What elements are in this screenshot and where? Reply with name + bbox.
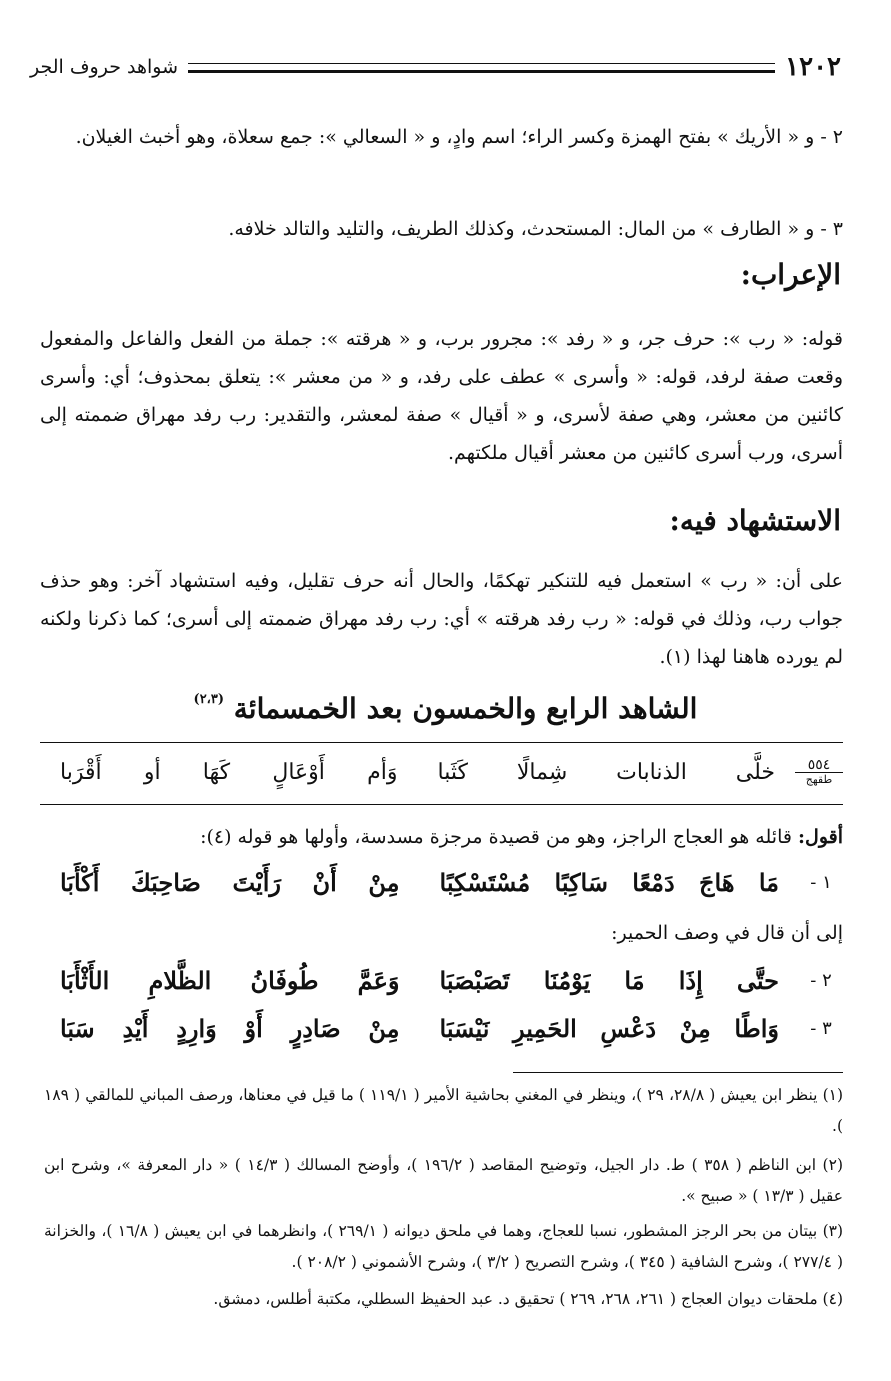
explanation-2: ٢ - و « الأريك » بفتح الهمزة وكسر الراء؛ اسم وادٍ، و « السعالي »: جمع سعلاة، وهو أخبث الغيلان. [75,126,843,148]
shahid-footnote-ref: (٢،٣) [193,692,225,707]
verse-number: ١ - [810,871,832,893]
verse-number: ٢ - [810,969,832,991]
footnote-1: (١) ينظر ابن يعيش ( ٢٨/٨، ٢٩ )، وينظر في المغني بحاشية الأمير ( ١١٩/١ ) ما قيل في معناها، ورصف المباني للمالقي ( ١٨٩ ). [44,1086,844,1135]
shahid-number: ٥٥٤ [795,759,843,773]
irab-heading: الإعراب: [740,258,841,291]
page-number: ١٢٠٢ [785,52,841,82]
shahid-hemistich-left: وَأم أَوْعَالٍ كَهَا أو أَقْرَبا [60,759,398,785]
footnote-2: (٢) ابن الناظم ( ٣٥٨ ) ط. دار الجيل، وتوضيح المقاصد ( ١٩٦/٢ )، وأوضح المسالك ( ١٤/٣ ) « دار المعرفة »، وشرح ابن عقيل ( ١٣/٣ ) « صبيح ». [44,1156,843,1205]
istishhad-text: على أن: « رب » استعمل فيه للتنكير تهكمًا، والحال أنه حرف تقليل، وفيه استشهاد آخر: وهو حذف جواب رب، وذلك في قوله: « رب رفد هرقته » أي: رب رفد مهراق ضممته إلى أسرى؛ كما ذكرنا ولكنه لم يورده هاهنا لهذا (١). [40,570,843,668]
aqulu-line [40,818,843,856]
verse-2 [40,960,843,1000]
header-rule [188,63,775,73]
page-header [30,50,841,84]
explanation-3: ٣ - و « الطارف » من المال: المستحدث، وكذلك الطريف، والتليد والتالد خلافه. [228,218,843,240]
aqulu-text: قائله هو العجاج الراجز، وهو من قصيدة مرجزة مسدسة، وأولها هو قوله (٤): [200,826,792,848]
shahid-meter: طقهج [805,772,833,786]
footnote-3: (٣) بيتان من بحر الرجز المشطور، نسبا للعجاج، وهما في ملحق ديوانه ( ٢٦٩/١ )، وانظرهما في ابن يعيش ( ١٦/٨ )، والخزانة ( ٢٧٧/٤ )، وشرح الشافية ( ٣٤٥ )، وشرح التصريح ( ٣/٢ )، وشرح الأشموني ( ٢٠٨/٢ ). [44,1222,844,1271]
verse-1 [40,862,843,902]
shahid-number-badge [795,756,843,786]
verse-bottom-rule [40,804,843,805]
verse-hemistich-right: مَا هَاجَ دَمْعًا سَاكِبًا مُسْتَسْكِبًا [439,867,779,897]
verse-hemistich-left: مِنْ أَنْ رَأَيْتَ صَاحِبَكَ أَكْأَبَا [60,867,400,897]
verse-hemistich-right: حتَّى إِذَا مَا يَوْمُنَا تَصَبْصَبَا [439,965,779,995]
verse-hemistich-left: وَعَمَّ طُوفَانُ الظَّلامِ الأَثْأَبَا [60,965,400,995]
verse-hemistich-right: وَاطًا مِنْ دَعْسِ الحَمِيرِ نَيْسَبَا [439,1013,779,1043]
transition-line: إلى أن قال في وصف الحمير: [611,922,843,944]
verse-hemistich-left: مِنْ صَادِرٍ أَوْ وَارِدٍ أَيْدِ سَبَا [60,1013,400,1043]
verse-number: ٣ - [810,1017,832,1039]
running-title: شواهد حروف الجر [30,56,179,78]
shahid-hemistich-right: خلَّى الذنابات شِمالًا كَثَبا [437,759,775,785]
istishhad-heading: الاستشهاد فيه: [669,504,841,537]
shahid-verse [40,752,843,792]
verse-top-rule [40,742,843,743]
aqulu-label: أقول: [798,826,843,848]
shahid-title-text: الشاهد الرابع والخمسون بعد الخمسمائة [233,692,698,725]
footnote-4: (٤) ملحقات ديوان العجاج ( ٢٦١، ٢٦٨، ٢٦٩ ) تحقيق د. عبد الحفيظ السطلي، مكتبة أطلس، دمشق. [213,1290,843,1308]
verse-3 [40,1008,843,1048]
irab-text: قوله: « رب »: حرف جر، و « رفد »: مجرور برب، و « هرقته »: جملة من الفعل والفاعل والمفعول وقعت صفة لرفد، قوله: « وأسرى » عطف على رفد، و « من معشر »: يتعلق بمحذوف؛ أي: وأسرى كائنين من معشر، وهي صفة لأسرى، و « أقيال » صفة لمعشر، والتقدير: رب رفد مهراق ضممته إلى أسرى، ورب أسرى كائنين من معشر أقيال ملكتهم. [40,328,843,464]
footnote-separator [513,1072,843,1073]
shahid-title [0,692,891,725]
